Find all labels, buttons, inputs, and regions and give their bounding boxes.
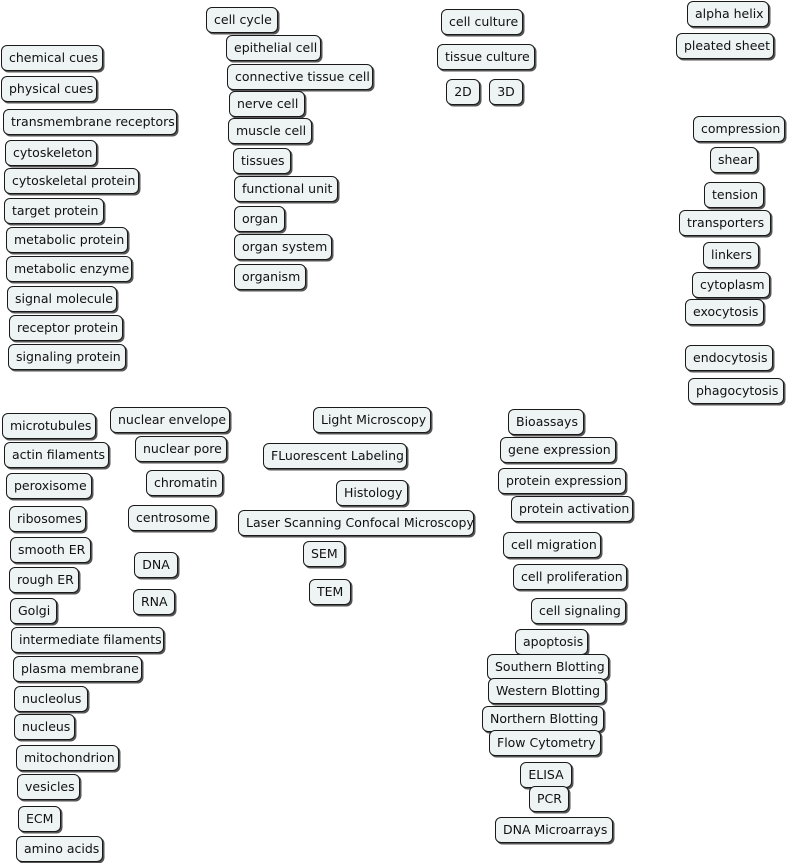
concept-nuclear-pore[interactable]: nuclear pore [135, 436, 227, 462]
concept-western-blotting[interactable]: Western Blotting [488, 678, 606, 704]
concept-rna[interactable]: RNA [133, 589, 175, 615]
concept-cell-migration[interactable]: cell migration [503, 532, 601, 558]
concept-peroxisome[interactable]: peroxisome [6, 473, 92, 499]
concept-pcr[interactable]: PCR [529, 786, 569, 812]
concept-smooth-er[interactable]: smooth ER [10, 537, 91, 563]
concept-tem[interactable]: TEM [309, 579, 351, 605]
concept-muscle-cell[interactable]: muscle cell [228, 118, 312, 144]
concept-signaling-protein[interactable]: signaling protein [8, 344, 126, 370]
concept-cytoskeleton[interactable]: cytoskeleton [5, 140, 97, 166]
concept-protein-activation[interactable]: protein activation [511, 496, 633, 522]
concept-epithelial-cell[interactable]: epithelial cell [226, 35, 321, 61]
concept-southern-blotting[interactable]: Southern Blotting [487, 654, 609, 680]
concept-intermediate-filaments[interactable]: intermediate filaments [11, 627, 164, 653]
concept-cytoskeletal-protein[interactable]: cytoskeletal protein [4, 168, 139, 194]
concept-target-protein[interactable]: target protein [4, 198, 104, 224]
concept-ribosomes[interactable]: ribosomes [9, 506, 86, 532]
concept-organism[interactable]: organism [234, 264, 306, 290]
concept-linkers[interactable]: linkers [703, 242, 759, 268]
concept-microtubules[interactable]: microtubules [2, 413, 96, 439]
concept-nucleolus[interactable]: nucleolus [14, 686, 88, 712]
concept-tension[interactable]: tension [704, 182, 764, 208]
concept-3d[interactable]: 3D [489, 79, 523, 105]
concept-cell-signaling[interactable]: cell signaling [531, 598, 626, 624]
concept-2d[interactable]: 2D [446, 79, 480, 105]
concept-tissues[interactable]: tissues [233, 148, 291, 174]
concept-compression[interactable]: compression [693, 116, 785, 142]
concept-transmembrane-receptors[interactable]: transmembrane receptors [3, 109, 177, 135]
concept-endocytosis[interactable]: endocytosis [685, 345, 773, 371]
concept-chromatin[interactable]: chromatin [146, 470, 223, 496]
concept-metabolic-enzyme[interactable]: metabolic enzyme [6, 256, 132, 282]
concept-organ[interactable]: organ [234, 206, 285, 232]
concept-protein-expression[interactable]: protein expression [498, 468, 626, 494]
concept-histology[interactable]: Histology [336, 480, 408, 506]
concept-cell-culture[interactable]: cell culture [441, 9, 523, 35]
concept-bioassays[interactable]: Bioassays [508, 409, 584, 435]
concept-rough-er[interactable]: rough ER [9, 567, 79, 593]
concept-dna-microarrays[interactable]: DNA Microarrays [495, 817, 613, 843]
concept-receptor-protein[interactable]: receptor protein [9, 315, 123, 341]
concept-metabolic-protein[interactable]: metabolic protein [6, 227, 128, 253]
concept-nucleus[interactable]: nucleus [14, 714, 75, 740]
concept-connective-tissue-cell[interactable]: connective tissue cell [227, 64, 373, 90]
concept-centrosome[interactable]: centrosome [128, 505, 216, 531]
concept-phagocytosis[interactable]: phagocytosis [688, 378, 784, 404]
concept-laser-scanning-confocal-microscopy[interactable]: Laser Scanning Confocal Microscopy [238, 510, 474, 536]
concept-dna[interactable]: DNA [134, 552, 178, 578]
concept-functional-unit[interactable]: functional unit [234, 176, 338, 202]
concept-cytoplasm[interactable]: cytoplasm [692, 272, 770, 298]
concept-exocytosis[interactable]: exocytosis [685, 299, 764, 325]
concept-fluorescent-labeling[interactable]: FLuorescent Labeling [263, 443, 407, 469]
concept-nuclear-envelope[interactable]: nuclear envelope [110, 407, 230, 433]
concept-signal-molecule[interactable]: signal molecule [7, 286, 117, 312]
concept-apoptosis[interactable]: apoptosis [515, 629, 588, 655]
concept-sem[interactable]: SEM [303, 541, 345, 567]
concept-light-microscopy[interactable]: Light Microscopy [313, 407, 431, 433]
concept-flow-cytometry[interactable]: Flow Cytometry [489, 730, 601, 756]
concept-cell-cycle[interactable]: cell cycle [206, 7, 278, 33]
concept-gene-expression[interactable]: gene expression [500, 437, 616, 463]
concept-alpha-helix[interactable]: alpha helix [687, 1, 769, 27]
concept-pleated-sheet[interactable]: pleated sheet [676, 33, 774, 59]
concept-shear[interactable]: shear [710, 147, 758, 173]
concept-plasma-membrane[interactable]: plasma membrane [13, 656, 142, 682]
concept-organ-system[interactable]: organ system [234, 234, 332, 260]
concept-chemical-cues[interactable]: chemical cues [1, 45, 103, 71]
concept-tissue-culture[interactable]: tissue culture [437, 44, 535, 70]
concept-mitochondrion[interactable]: mitochondrion [16, 745, 119, 771]
concept-physical-cues[interactable]: physical cues [1, 76, 97, 102]
concept-golgi[interactable]: Golgi [10, 598, 57, 624]
concept-elisa[interactable]: ELISA [520, 762, 572, 788]
concept-vesicles[interactable]: vesicles [17, 774, 80, 800]
concept-transporters[interactable]: transporters [679, 210, 771, 236]
concept-amino-acids[interactable]: amino acids [16, 836, 103, 862]
concept-actin-filaments[interactable]: actin filaments [4, 442, 109, 468]
concept-ecm[interactable]: ECM [18, 806, 61, 832]
concept-northern-blotting[interactable]: Northern Blotting [482, 706, 604, 732]
concept-cell-proliferation[interactable]: cell proliferation [513, 564, 627, 590]
concept-nerve-cell[interactable]: nerve cell [229, 91, 305, 117]
